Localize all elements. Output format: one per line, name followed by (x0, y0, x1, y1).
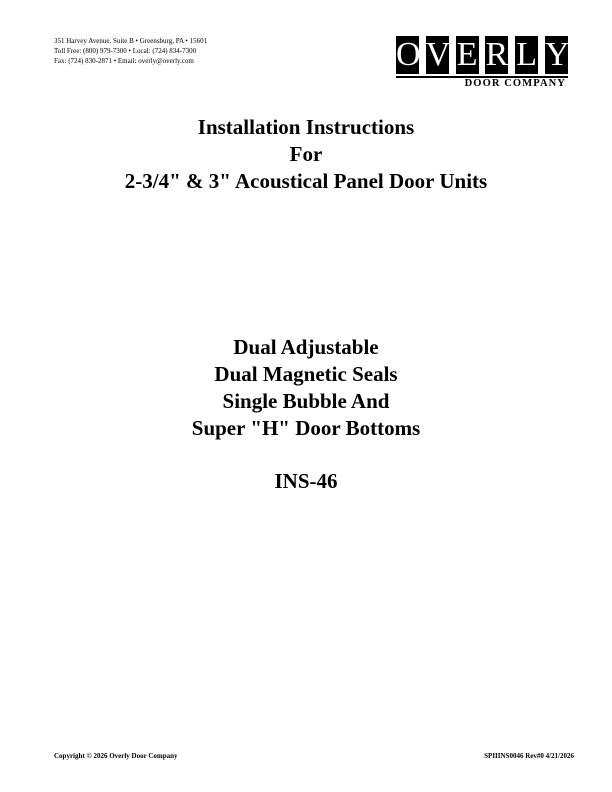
title-line: Installation Instructions (197, 115, 415, 139)
address-line: 351 Harvey Avenue, Suite B • Greensburg, PA • 15601 (54, 37, 208, 45)
description-line: Super "H" Door Bottoms (191, 416, 421, 440)
description-line: Dual Magnetic Seals (214, 362, 398, 386)
copyright-notice: Copyright © 2026 Overly Door Company (54, 752, 178, 760)
company-address (54, 36, 207, 66)
phone-line: Toll Free: (800) 979-7300 • Local: (724) 834-7300 (54, 47, 197, 55)
document-number: INS-46 (274, 469, 338, 493)
logo-letter: V (425, 36, 451, 73)
title-line: For (289, 142, 323, 166)
logo-letter: E (456, 36, 478, 73)
product-description (0, 334, 612, 442)
logo-letter: R (485, 36, 509, 73)
document-title (0, 114, 612, 195)
logo-letters (396, 36, 568, 74)
revision-info: SPIIINS0046 Rev#0 4/21/2026 (484, 752, 574, 760)
logo-subtitle: DOOR COMPANY (464, 78, 566, 89)
logo-letter: Y (544, 36, 570, 73)
logo-letter: L (516, 36, 538, 73)
description-line: Dual Adjustable (233, 335, 379, 359)
title-line: 2-3/4" & 3" Acoustical Panel Door Units (124, 169, 488, 193)
logo-letter: O (396, 36, 421, 73)
overly-logo (396, 36, 568, 90)
description-line: Single Bubble And (222, 389, 390, 413)
fax-email-line: Fax: (724) 830-2871 • Email: overly@overly.com (54, 57, 194, 65)
